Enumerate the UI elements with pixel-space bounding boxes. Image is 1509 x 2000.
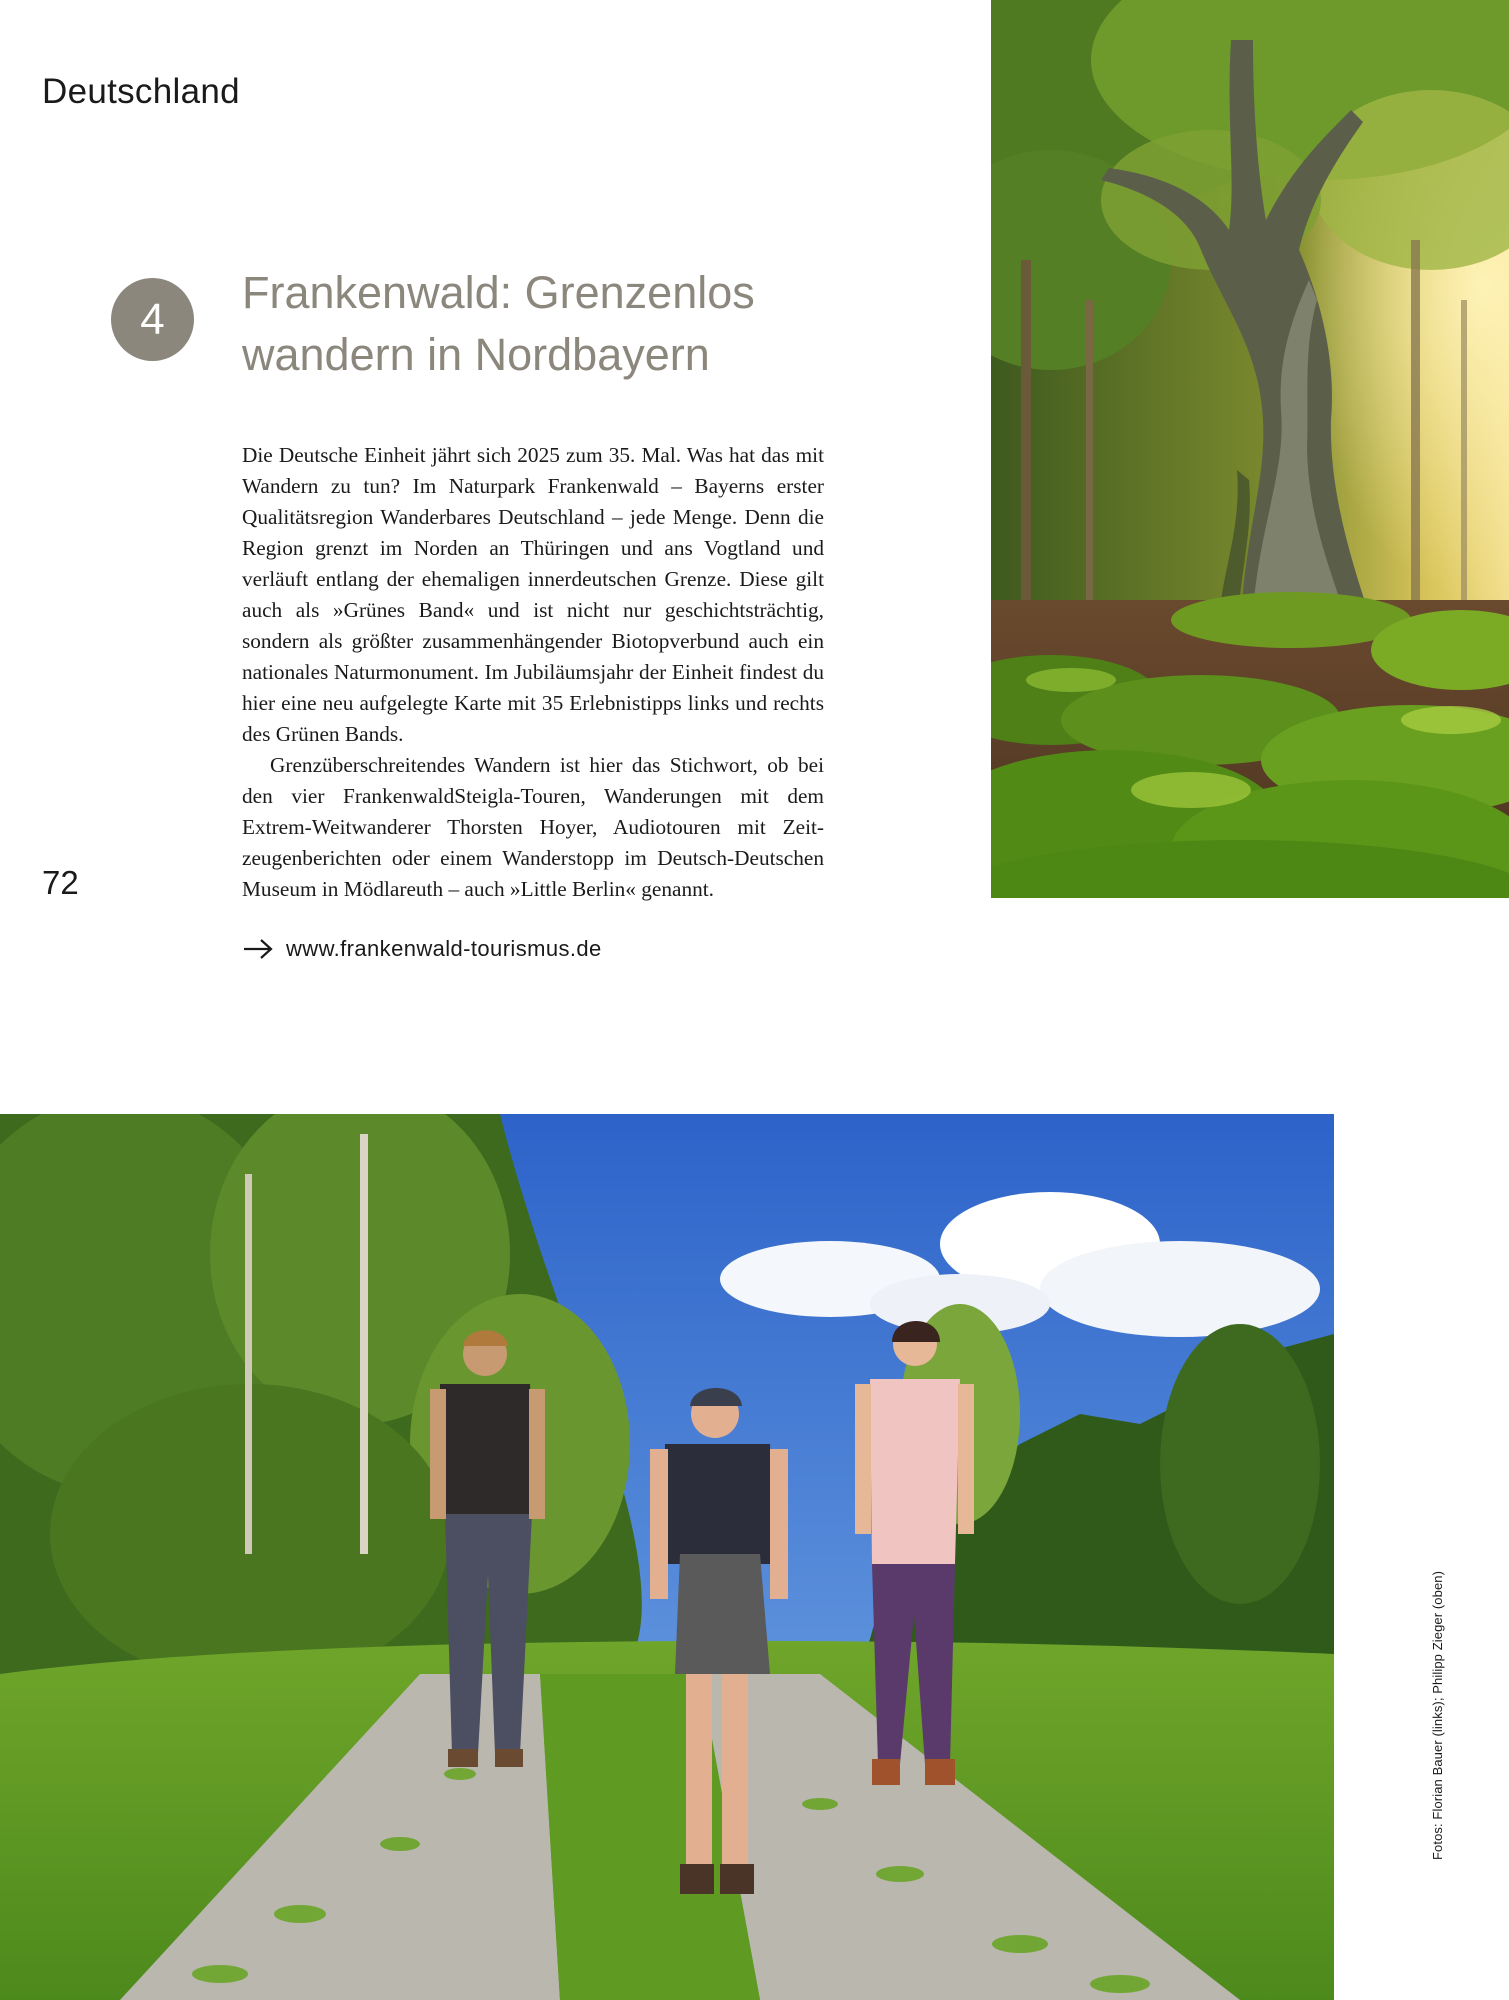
website-link-row[interactable] — [242, 936, 602, 962]
forest-beech-tree-photo — [991, 0, 1509, 898]
paragraph-2: Grenzüberschreitendes Wandern ist hier das Stichwort, ob bei den vier FrankenwaldSteigla-Touren, Wanderungen mit dem Extrem-Weitwanderer Thorsten Hoyer, Audiotouren mit Zeitzeugenberichten oder einem Wanderstopp im Deutsch-Deutschen Museum in Mödlareuth – auch »Little Berlin« genannt. — [242, 753, 824, 901]
article-headline — [242, 262, 842, 386]
headline-line-1: Frankenwald: Grenzenlos — [242, 267, 755, 318]
photo-credit: Fotos: Florian Bauer (links); Philipp Zieger (oben) — [1430, 1570, 1445, 1860]
chapter-number: 4 — [140, 294, 165, 344]
page-number: 72 — [42, 864, 79, 901]
paragraph-1: Die Deutsche Einheit jährt sich 2025 zum 35. Mal. Was hat das mit Wandern zu tun? Im Naturpark Frankenwald – Bayerns erster Qualitätsregion Wanderbares Deutschland – jede Menge. Denn die Region grenzt im Norden an Thüringen und ans Vogtland und verläuft entlang der ehemaligen innerdeutschen Grenze. Diese gilt auch als »Grünes Band« und ist nicht nur geschichtsträchtig, sondern als größter zusammenhängender Biotopverbund auch ein nationales Naturmonument. Im Jubiläumsjahr der Einheit findest du hier eine neu aufgelegte Karte mit 35 Erlebnistipps links und rechts des Grünen Bands. — [242, 443, 824, 746]
chapter-number-badge — [111, 278, 194, 361]
section-label: Deutschland — [42, 72, 240, 111]
website-link[interactable]: www.frankenwald-tourismus.de — [286, 936, 602, 961]
hikers-photo — [0, 1114, 1334, 2000]
headline-line-2: wandern in Nordbayern — [242, 329, 710, 380]
arrow-right-icon — [242, 938, 274, 960]
article-body — [242, 440, 824, 905]
